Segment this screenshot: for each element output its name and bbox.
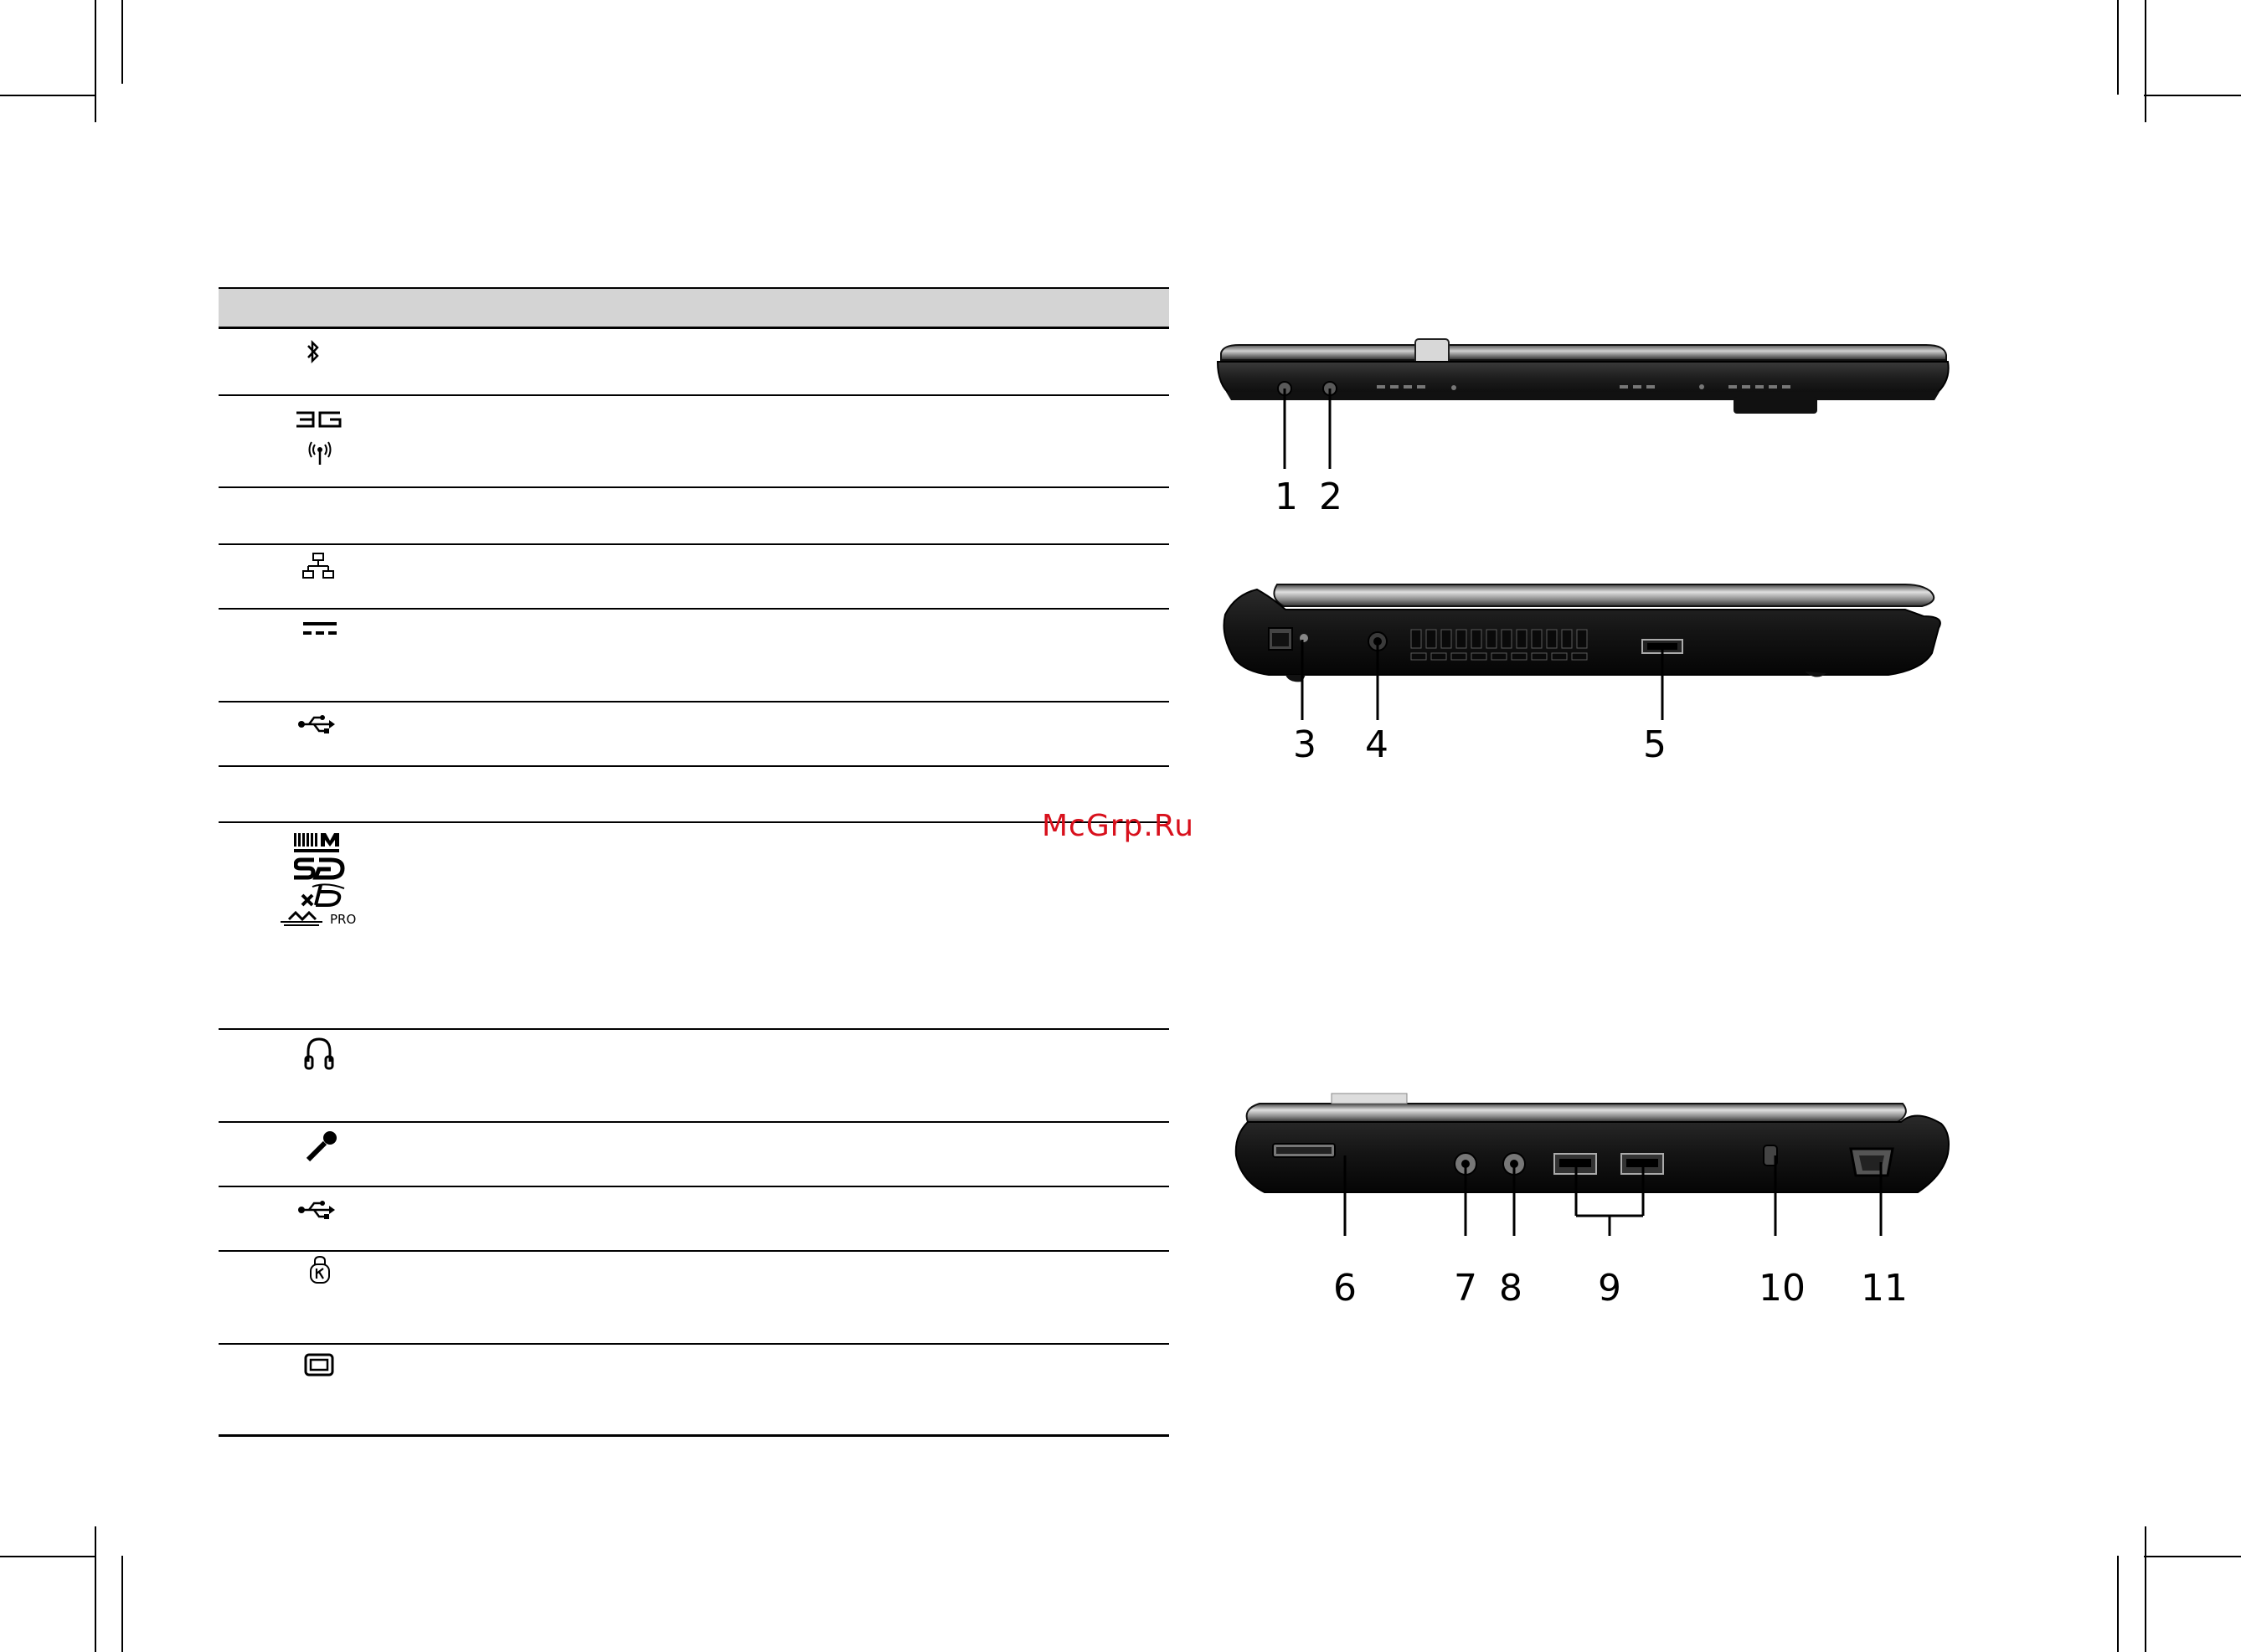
callout-7: 7 [1454,1267,1477,1310]
row-divider [219,394,1169,396]
row-divider [219,765,1169,767]
callout-6: 6 [1333,1267,1357,1310]
bluetooth-icon [307,339,320,364]
callout-3: 3 [1293,723,1316,766]
row-divider [219,1250,1169,1252]
headphones-icon [303,1037,335,1070]
ms-pro-icon [281,911,322,928]
row-divider [219,608,1169,610]
watermark: McGrp.Ru [1042,809,1195,843]
microphone-icon [305,1130,338,1163]
row-divider [219,543,1169,545]
network-icon [302,552,334,580]
table-bottom-rule [219,1434,1169,1437]
callout-4: 4 [1365,723,1388,766]
row-divider [219,701,1169,702]
row-divider [219,1121,1169,1123]
row-divider [219,1343,1169,1345]
callout-10: 10 [1759,1267,1806,1310]
memory-stick-icon [294,832,346,854]
row-divider [219,821,1169,823]
xd-card-icon [301,883,348,907]
external-display-icon [304,1353,334,1378]
callout-9: 9 [1598,1267,1621,1310]
row-divider [219,1186,1169,1187]
callout-8: 8 [1499,1267,1522,1310]
3g-icon [295,410,343,429]
callout-2: 2 [1319,476,1342,518]
kensington-lock-icon [309,1254,331,1284]
laptop-left-view [1218,573,1955,744]
table-header [219,287,1169,329]
laptop-right-view [1231,1088,1960,1276]
callout-1: 1 [1275,476,1298,518]
usb-icon [297,714,336,734]
row-divider [219,486,1169,488]
wireless-icon [308,441,332,466]
callout-5: 5 [1643,723,1667,766]
row-divider [219,1028,1169,1030]
ms-pro-label: PRO [330,912,357,927]
dc-in-icon [303,620,337,637]
ports-table [219,287,1169,1437]
callout-11: 11 [1861,1267,1908,1310]
usb-icon [297,1200,336,1220]
sd-card-icon [294,857,346,881]
